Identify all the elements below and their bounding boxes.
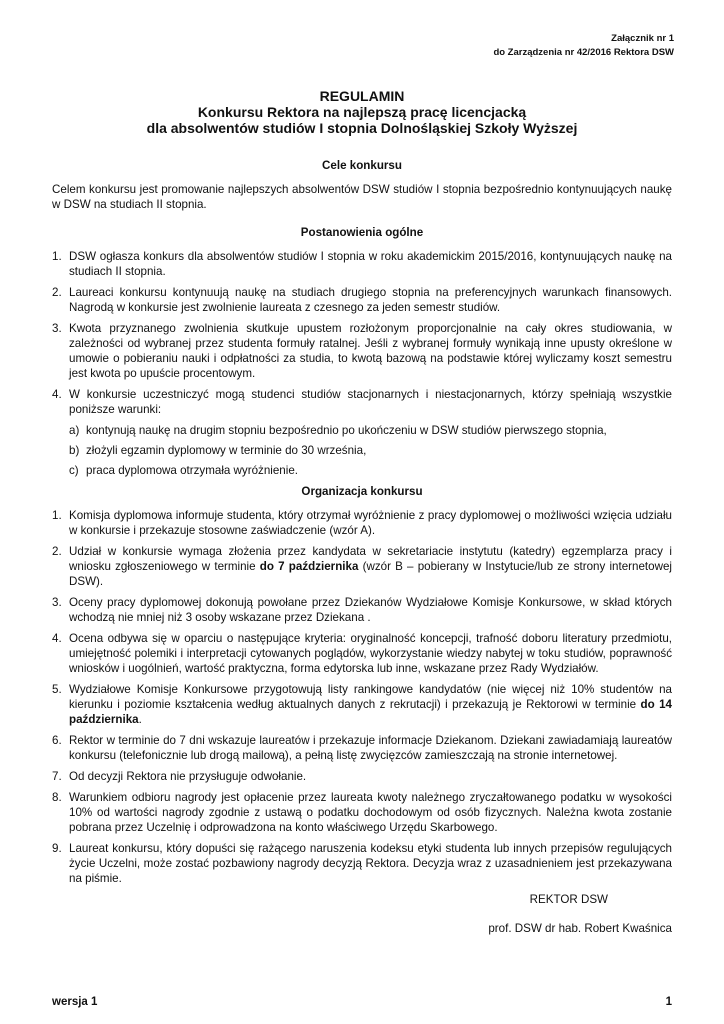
item-number: 1.	[52, 250, 62, 263]
list-item	[52, 790, 672, 835]
item-number: 1.	[52, 509, 62, 522]
condition-item	[69, 443, 672, 458]
condition-letter: b)	[69, 444, 80, 457]
title-line-3: dla absolwentów studiów I stopnia Dolnośląskiej Szkoły Wyższej	[146, 120, 578, 136]
deadline-application: do 7 października	[259, 560, 359, 573]
list-item	[52, 285, 672, 315]
document-title	[0, 88, 724, 136]
goals-heading: Cele konkursu	[322, 159, 402, 172]
version-label: wersja 1	[52, 996, 98, 1008]
list-item	[52, 249, 672, 279]
condition-text: praca dyplomowa otrzymała wyróżnienie.	[86, 464, 298, 477]
item-number: 4.	[52, 388, 62, 401]
item-number: 2.	[52, 545, 62, 558]
item-text-post: (wzór B – pobierany w Instytucie/lub ze strony internetowej DSW).	[69, 560, 672, 588]
annex-line-2: do Zarządzenia nr 42/2016 Rektora DSW	[493, 47, 674, 58]
item-text-post: .	[138, 713, 142, 726]
item-number: 6.	[52, 734, 62, 747]
item-text: DSW ogłasza konkurs dla absolwentów studiów I stopnia w roku akademickim 2015/2016, kontynuujących naukę na studiach II stopnia.	[69, 250, 672, 278]
item-text: Kwota przyznanego zwolnienia skutkuje upustem rozłożonym proporcjonalnie na cały okres studiowania, w zależności od wybranej przez studenta formuły ratalnej. Jeśli z wybranej formuły wynikają inne upusty określone w umowie o pobieraniu nauki i odpłatności za studia, to kwotą bazową na podstawie której wyliczamy koszt semestru jest kwota po upuście procentowym.	[69, 322, 672, 380]
title-line-1: REGULAMIN	[319, 88, 405, 104]
organization-list	[52, 508, 672, 886]
item-text: Warunkiem odbioru nagrody jest opłacenie przez laureata kwoty należnego zryczałtowanego podatku w wysokości 10% od wartości nagrody zgodnie z ustawą o podatku dochodowym od osób fizycznych. Należna kwota zostanie pobrana przez Uczelnię i odprowadzona na konto właściwego Urzędu Skarbowego.	[69, 791, 672, 834]
item-number: 7.	[52, 770, 62, 783]
signature-name: prof. DSW dr hab. Robert Kwaśnica	[488, 922, 672, 935]
item-text: Oceny pracy dyplomowej dokonują powołane przez Dziekanów Wydziałowe Komisje Konkursowe, w skład których wchodzą nie mniej niż 3 osoby wskazane przez Dziekana .	[69, 596, 672, 624]
item-number: 8.	[52, 791, 62, 804]
list-item	[52, 769, 672, 784]
list-item	[52, 321, 672, 381]
general-list	[52, 249, 672, 478]
title-line-2: Konkursu Rektora na najlepszą pracę licencjacką	[197, 104, 527, 120]
goals-text: Celem konkursu jest promowanie najlepszych absolwentów DSW studiów I stopnia bezpośrednio kontynuujących naukę w DSW na studiach II stopnia.	[52, 183, 672, 211]
signature-role: REKTOR DSW	[529, 893, 608, 906]
item-text: Od decyzji Rektora nie przysługuje odwołanie.	[69, 770, 307, 783]
item-text: Laureat konkursu, który dopuści się rażącego naruszenia kodeksu etyki studenta lub innych przepisów regulujących życie Uczelni, może zostać pozbawiony nagrody decyzją Rektora. Decyzja wraz z uzasadnieniem jest przekazywana na piśmie.	[69, 842, 672, 885]
item-number: 3.	[52, 322, 62, 335]
list-item	[52, 841, 672, 886]
item-number: 5.	[52, 683, 62, 696]
item-text-pre: Udział w konkursie wymaga złożenia przez kandydata w sekretariacie instytutu (katedry) egzemplarza pracy i wniosku zgłoszeniowego w terminie	[69, 545, 672, 573]
item-text: Komisja dyplomowa informuje studenta, który otrzymał wyróżnienie z pracy dyplomowej o możliwości wzięcia udziału w konkursie i przekazuje stosowne zaświadczenie (wzór A).	[69, 509, 672, 537]
list-item	[52, 595, 672, 625]
list-item	[52, 508, 672, 538]
condition-item	[69, 463, 672, 478]
deadline-ranking: do 14 października	[69, 698, 672, 726]
item-number: 9.	[52, 842, 62, 855]
condition-letter: c)	[69, 464, 79, 477]
document-body	[52, 158, 672, 936]
page-number: 1	[665, 996, 672, 1008]
item-text: W konkursie uczestniczyć mogą studenci studiów stacjonarnych i niestacjonarnych, którzy spełniają wszystkie poniższe warunki:	[69, 388, 672, 416]
condition-text: złożyli egzamin dyplomowy w terminie do 30 września,	[86, 444, 367, 457]
conditions-list	[69, 423, 672, 478]
organization-heading: Organizacja konkursu	[301, 485, 423, 498]
list-item	[52, 682, 672, 727]
list-item	[52, 733, 672, 763]
condition-letter: a)	[69, 424, 80, 437]
item-text: Ocena odbywa się w oparciu o następujące kryteria: oryginalność koncepcji, trafność doboru literatury przedmiotu, umiejętność polemiki i interpretacji cytowanych poglądów, wykorzystanie wiedzy nabytej w toku studiów, poprawność wniosków i uogólnień, wartość praktyczna, forma edytorska lub inne, wskazane przez Rady Wydziałów.	[69, 632, 672, 675]
condition-item	[69, 423, 672, 438]
annex-line-1: Załącznik nr 1	[611, 33, 674, 44]
item-number: 3.	[52, 596, 62, 609]
list-item	[52, 631, 672, 676]
item-text: Laureaci konkursu kontynuują naukę na studiach drugiego stopnia na preferencyjnych warunkach finansowych. Nagrodą w konkursie jest zwolnienie laureata z czesnego za jeden semestr studiów.	[69, 286, 672, 314]
item-number: 4.	[52, 632, 62, 645]
list-item	[52, 544, 672, 589]
annex-note	[493, 32, 674, 60]
item-number: 2.	[52, 286, 62, 299]
condition-text: kontynują naukę na drugim stopniu bezpośrednio po ukończeniu w DSW studiów pierwszego stopnia,	[86, 424, 607, 437]
list-item	[52, 387, 672, 478]
item-text: Rektor w terminie do 7 dni wskazuje laureatów i przekazuje informacje Dziekanom. Dziekani zawiadamiają laureatów konkursu (telefonicznie lub drogą mailową), a pełną listę zwycięzców zamieszczają na stronie internetowej.	[69, 734, 672, 762]
item-text-pre: Wydziałowe Komisje Konkursowe przygotowują listy rankingowe kandydatów (nie więcej niż 10% studentów na kierunku i poziomie kształcenia według aktualnych danych z rekrutacji) i przekazują je Rektorowi w terminie	[69, 683, 672, 711]
general-heading: Postanowienia ogólne	[300, 226, 424, 239]
